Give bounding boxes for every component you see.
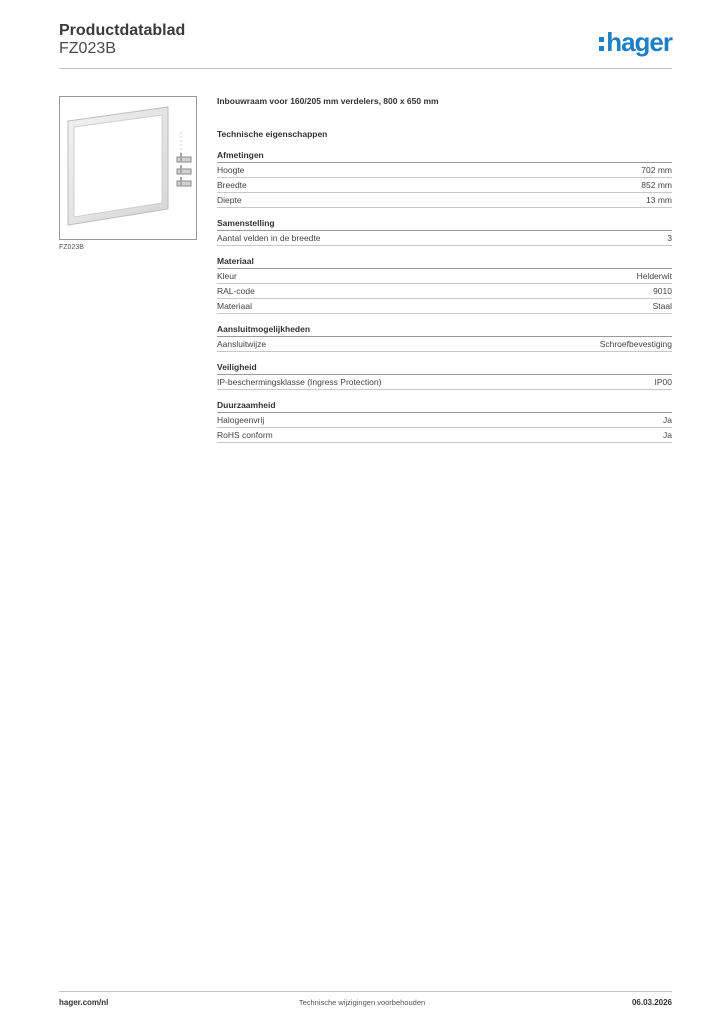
spec-label: Kleur bbox=[217, 271, 237, 281]
spec-row bbox=[217, 163, 672, 178]
spec-value: Ja bbox=[663, 415, 672, 425]
tech-heading: Technische eigenschappen bbox=[217, 129, 328, 139]
section-veiligheid bbox=[217, 361, 672, 390]
spec-label: Aantal velden in de breedte bbox=[217, 233, 321, 243]
section-title: Samenstelling bbox=[217, 217, 672, 231]
spec-label: Hoogte bbox=[217, 165, 245, 175]
section-materiaal bbox=[217, 255, 672, 314]
page-title: Productdatablad bbox=[59, 22, 186, 39]
logo-dots-icon bbox=[599, 37, 604, 51]
footer-website-link[interactable]: hager.com/nl bbox=[59, 998, 109, 1007]
spec-value: 9010 bbox=[653, 286, 672, 296]
spec-content bbox=[217, 94, 672, 452]
spec-row bbox=[217, 299, 672, 314]
spec-label: Diepte bbox=[217, 195, 242, 205]
spec-row bbox=[217, 337, 672, 352]
section-samenstelling bbox=[217, 217, 672, 246]
section-title: Veiligheid bbox=[217, 361, 672, 375]
section-aansluitmogelijkheden bbox=[217, 323, 672, 352]
spec-label: Breedte bbox=[217, 180, 247, 190]
spec-row bbox=[217, 284, 672, 299]
spec-label: IP-beschermingsklasse (Ingress Protection) bbox=[217, 377, 382, 387]
spec-label: RoHS conform bbox=[217, 430, 273, 440]
spec-value: 702 mm bbox=[641, 165, 672, 175]
spec-value: Helderwit bbox=[636, 271, 672, 281]
spec-value: Staal bbox=[652, 301, 672, 311]
image-caption: FZ023B bbox=[59, 244, 84, 251]
logo-text: hager bbox=[606, 27, 672, 57]
section-title: Duurzaamheid bbox=[217, 399, 672, 413]
header-divider bbox=[59, 68, 672, 69]
spec-value: 3 bbox=[667, 233, 672, 243]
spec-row bbox=[217, 413, 672, 428]
spec-row bbox=[217, 269, 672, 284]
footer-notice: Technische wijzigingen voorbehouden bbox=[298, 998, 426, 1007]
product-title: Inbouwraam voor 160/205 mm verdelers, 800 x 650 mm bbox=[217, 96, 439, 106]
section-title: Aansluitmogelijkheden bbox=[217, 323, 672, 337]
spec-value: Schroefbevestiging bbox=[599, 339, 672, 349]
spec-value: Ja bbox=[663, 430, 672, 440]
spec-label: Halogeenvrij bbox=[217, 415, 265, 425]
section-duurzaamheid bbox=[217, 399, 672, 443]
spec-value: 852 mm bbox=[641, 180, 672, 190]
spec-row bbox=[217, 375, 672, 390]
product-code: FZ023B bbox=[59, 40, 116, 57]
frame-product-icon bbox=[60, 97, 196, 239]
section-title: Afmetingen bbox=[217, 149, 672, 163]
spec-label: Aansluitwijze bbox=[217, 339, 267, 349]
spec-label: RAL-code bbox=[217, 286, 255, 296]
footer-date: 06.03.2026 bbox=[631, 998, 672, 1007]
section-afmetingen bbox=[217, 149, 672, 208]
spec-label: Materiaal bbox=[217, 301, 252, 311]
hager-logo[interactable] bbox=[599, 28, 672, 56]
section-title: Materiaal bbox=[217, 255, 672, 269]
spec-value: 13 mm bbox=[646, 195, 672, 205]
spec-row bbox=[217, 178, 672, 193]
spec-row bbox=[217, 193, 672, 208]
spec-row bbox=[217, 231, 672, 246]
spec-value: IP00 bbox=[654, 377, 672, 387]
spec-row bbox=[217, 428, 672, 443]
footer-divider bbox=[59, 991, 672, 992]
product-image bbox=[59, 96, 197, 240]
